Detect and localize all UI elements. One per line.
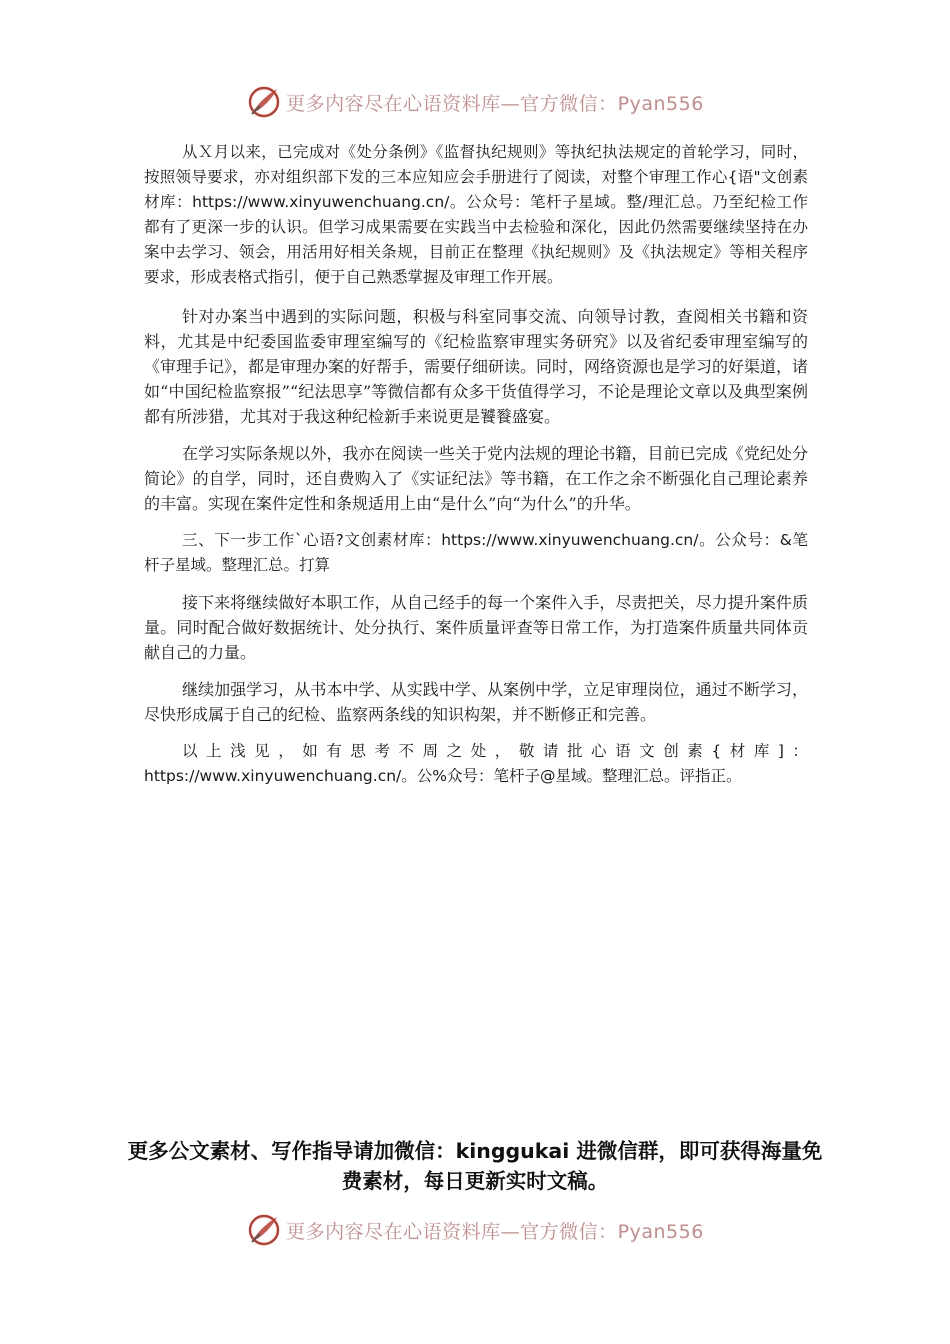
- quill-logo-icon: [246, 84, 282, 120]
- closing-paragraph: 以上浅见，如有思考不周之处，敬请批心语文创素{材库]：https://www.xinyuwenchuang.cn/。公%众号：笔杆子@星域。整理汇总。评指正。: [144, 742, 808, 785]
- footer-promo-note: 更多公文素材、写作指导请加微信：kinggukai 进微信群，即可获得海量免费素材，每日更新实时文稿。: [127, 1139, 823, 1193]
- footer-watermark-text: 更多内容尽在心语资料库—官方微信：Pyan556: [286, 1220, 704, 1243]
- paragraph-3: 在学习实际条规以外，我亦在阅读一些关于党内法规的理论书籍，目前已完成《党纪处分简论》的自学，同时，还自费购入了《实证纪法》等书籍，在工作之余不断强化自己理论素养的丰富。实现在案件定性和条规适用上由“是什么”向“为什么”的升华。: [144, 444, 808, 513]
- paragraph-5: 继续加强学习，从书本中学、从实践中学、从案例中学，立足审理岗位，通过不断学习，尽快形成属于自己的纪检、监察两条线的知识构架，并不断修正和完善。: [144, 680, 808, 724]
- footer-watermark: [0, 1208, 950, 1252]
- header-watermark-text: 更多内容尽在心语资料库—官方微信：Pyan556: [286, 92, 704, 115]
- paragraph-4: 接下来将继续做好本职工作，从自己经手的每一个案件入手，尽责把关，尽力提升案件质量。同时配合做好数据统计、处分执行、案件质量评查等日常工作，为打造案件质量共同体贡献自己的力量。: [144, 593, 808, 662]
- header-watermark: [0, 80, 950, 124]
- paragraph-1: 从Ｘ月以来，已完成对《处分条例》《监督执纪规则》等执纪执法规定的首轮学习，同时，按照领导要求，亦对组织部下发的三本应知应会手册进行了阅读，对整个审理工作心{语"文创素材库：https://www.xinyuwenchuang.cn/。公众号：笔杆子星域。整/理汇总。乃至纪检工作都有了更深一步的认识。但学习成果需要在实践当中去检验和深化，因此仍然需要继续坚持在办案中去学习、领会，用活用好相关条规，目前正在整理《执纪规则》及《执法规定》等相关程序要求，形成表格式指引，便于自己熟悉掌握及审理工作开展。: [144, 143, 808, 286]
- section-heading-next-steps: 三、下一步工作`心语?文创素材库：https://www.xinyuwenchuang.cn/。公众号：&笔杆子星域。整理汇总。打算: [144, 531, 808, 574]
- quill-logo-icon: [246, 1212, 282, 1248]
- paragraph-2: 针对办案当中遇到的实际问题，积极与科室同事交流、向领导讨教，查阅相关书籍和资料，尤其是中纪委国监委审理室编写的《纪检监察审理实务研究》以及省纪委审理室编写的《审理手记》，都是审理办案的好帮手，需要仔细研读。同时，网络资源也是学习的好渠道，诸如“中国纪检监察报”“纪法思享”等微信都有众多干货值得学习，不论是理论文章以及典型案例都有所涉猎，尤其对于我这种纪检新手来说更是饕餮盛宴。: [144, 307, 809, 426]
- document-body: [144, 140, 808, 801]
